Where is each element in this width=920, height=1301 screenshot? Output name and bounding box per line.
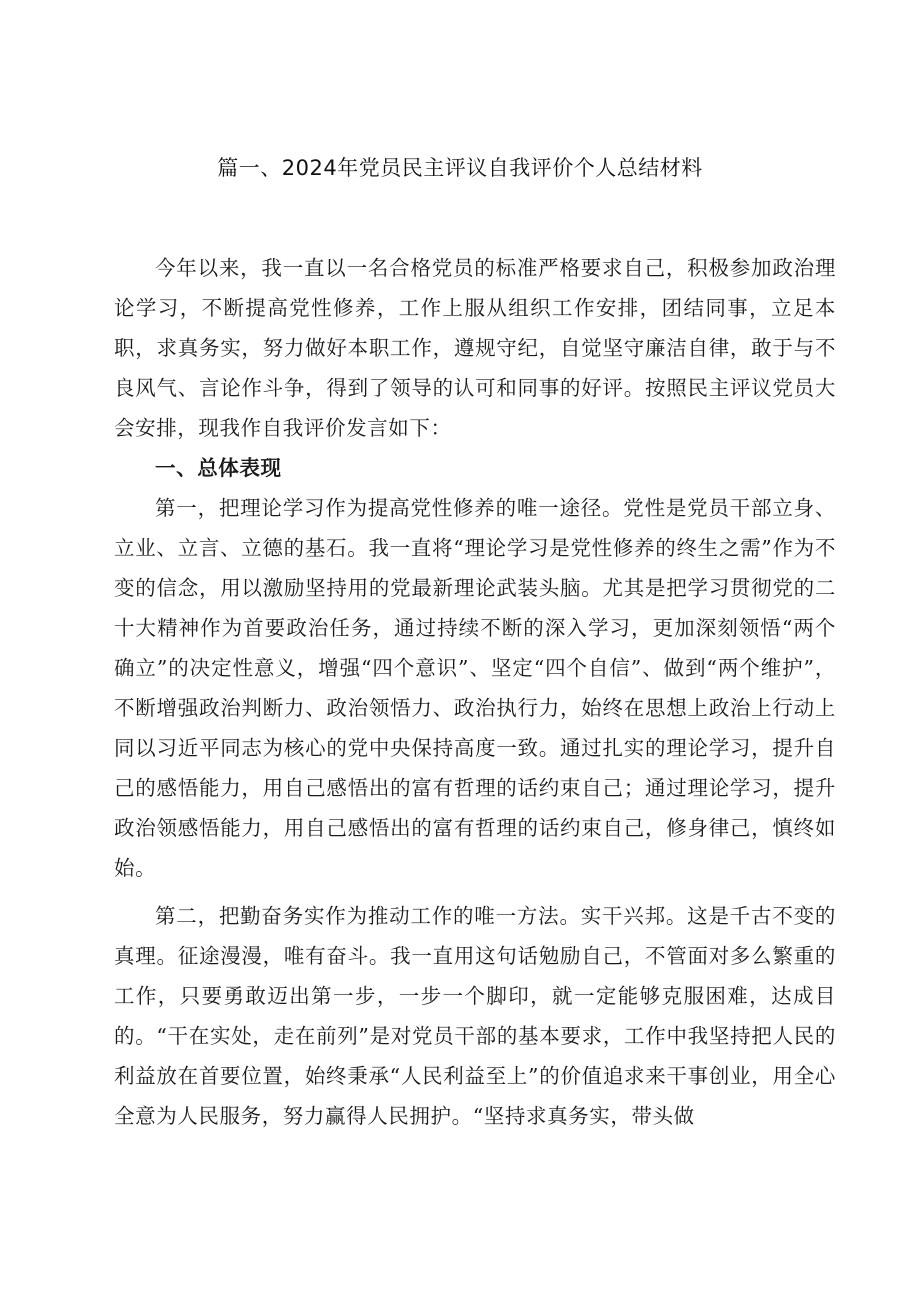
body-paragraph-1: 第一，把理论学习作为提高党性修养的唯一途径。党性是党员干部立身、立业、立言、立德的基石。我一直将“理论学习是党性修养的终生之需”作为不变的信念，用以激励坚持用的党最新理论武装头脑。尤其是把学习贯彻党的二十大精神作为首要政治任务，通过持续不断的深入学习，更加深刻领悟“两个确立”的决定性意义，增强“四个意识”、坚定“四个自信”、做到“两个维护”，不断增强政治判断力、政治领悟力、政治执行力，始终在思想上政治上行动上同以习近平同志为核心的党中央保持高度一致。通过扎实的理论学习，提升自己的感悟能力，用自己感悟出的富有哲理的话约束自己；通过理论学习，提升政治领感悟能力，用自己感悟出的富有哲理的话约束自己，修身律己，慎终如始。: [114, 496, 836, 880]
body-paragraph-2: 第二，把勤奋务实作为推动工作的唯一方法。实干兴邦。这是千古不变的真理。征途漫漫，唯有奋斗。我一直用这句话勉励自己，不管面对多么繁重的工作，只要勇敢迈出第一步，一步一个脚印，就一定能够克服困难，达成目的。“干在实处，走在前列”是对党员干部的基本要求，工作中我坚持把人民的利益放在首要位置，始终秉承“人民利益至上”的价值追求来干事创业，用全心全意为人民服务，努力赢得人民拥护。“坚持求真务实，带头做: [114, 904, 836, 1128]
paragraph-spacer: [114, 888, 836, 896]
intro-paragraph: 今年以来，我一直以一名合格党员的标准严格要求自己，积极参加政治理论学习，不断提高党性修养，工作上服从组织工作安排，团结同事，立足本职，求真务实，努力做好本职工作，遵规守纪，自觉坚守廉洁自律，敢于与不良风气、言论作斗争，得到了领导的认可和同事的好评。按照民主评议党员大会安排，现我作自我评价发言如下：: [114, 256, 836, 440]
document-body: [114, 248, 836, 1136]
document-title: 篇一、2024年党员民主评议自我评价个人总结材料: [217, 156, 703, 180]
section-heading: 一、总体表现: [155, 456, 282, 480]
